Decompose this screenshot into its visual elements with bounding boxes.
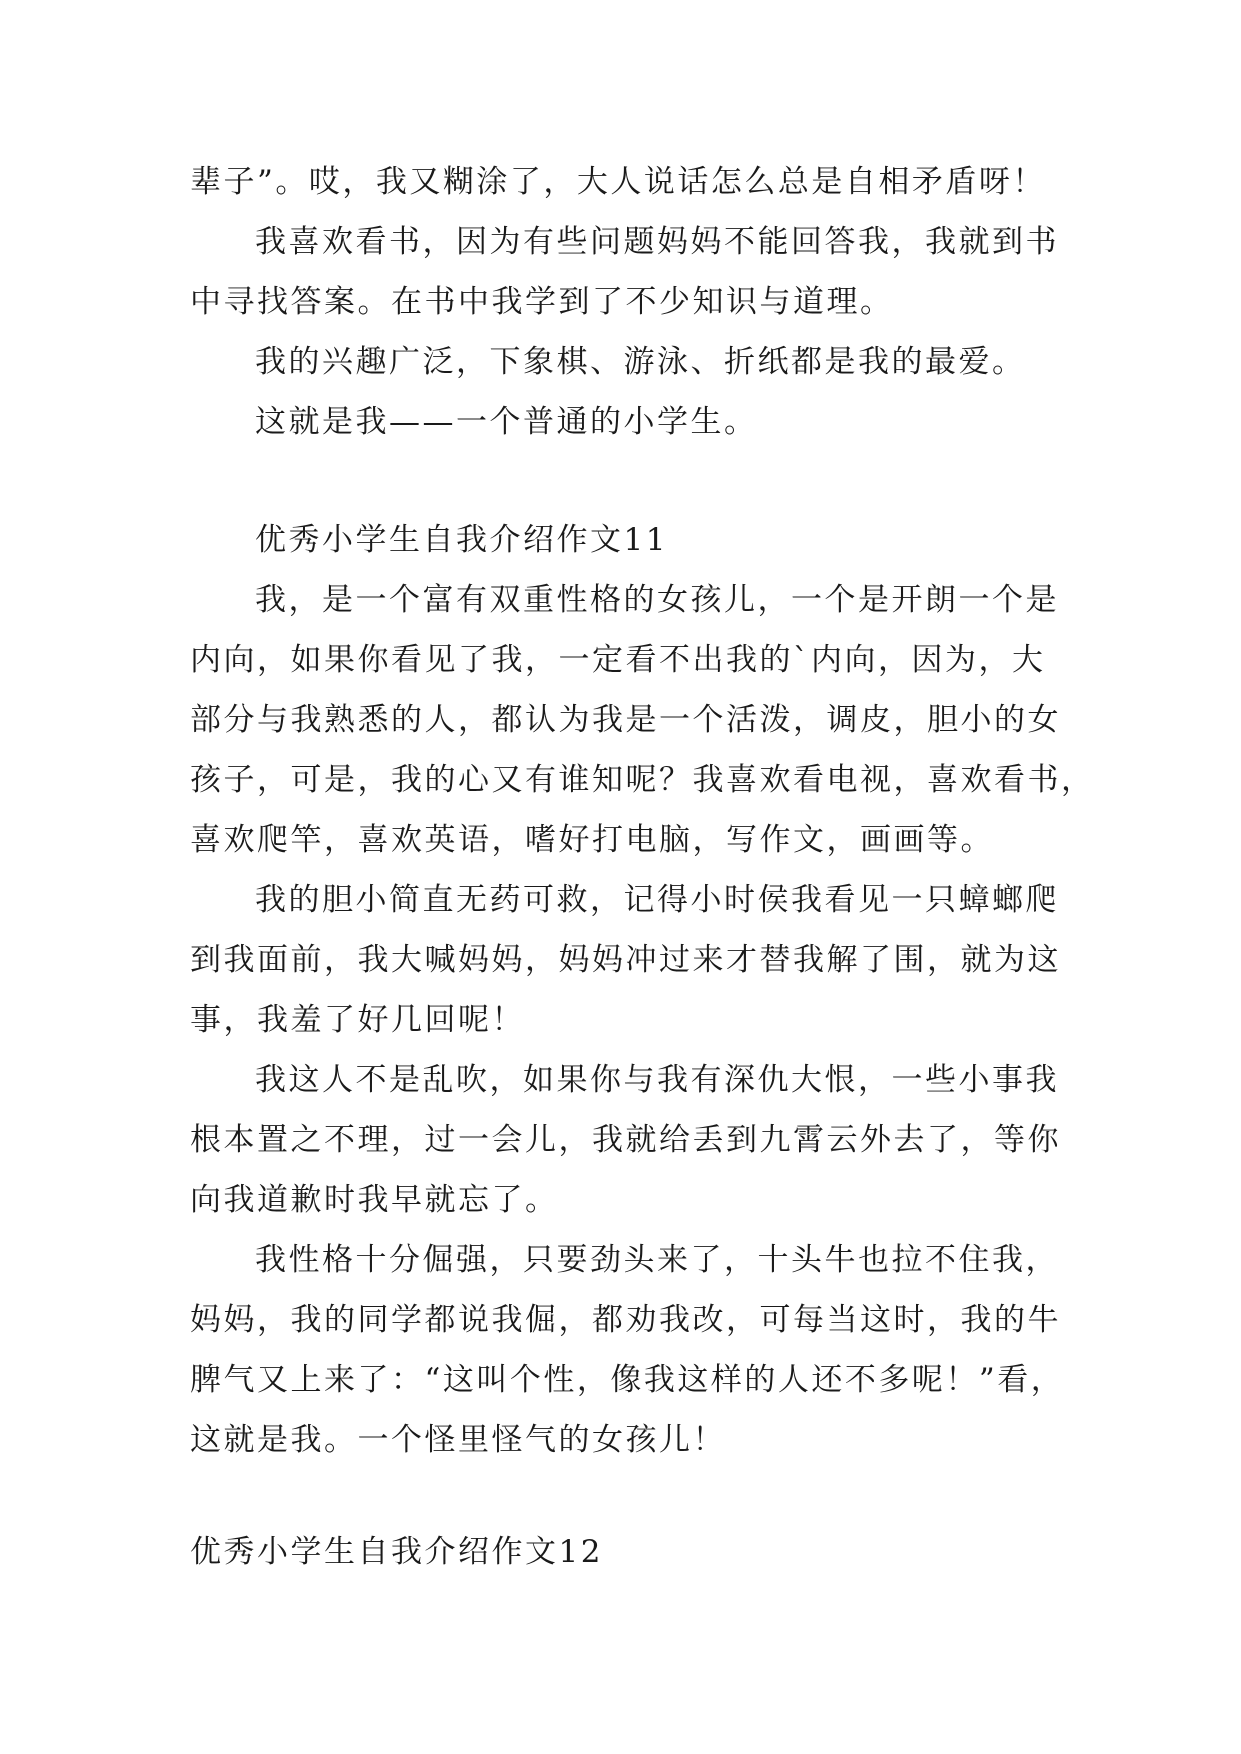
paragraph-line: 我的胆小简直无药可救，记得小时侯我看见一只蟑螂爬 [255,882,1059,918]
paragraph-line: 我喜欢看书，因为有些问题妈妈不能回答我，我就到书 [255,224,1059,260]
paragraph-line: 孩子，可是，我的心又有谁知呢？我喜欢看电视，喜欢看书， [190,762,1095,798]
paragraph-line: 我这人不是乱吹，如果你与我有深仇大恨，一些小事我 [255,1062,1059,1098]
section-heading: 优秀小学生自我介绍作文12 [190,1534,603,1570]
section-heading: 优秀小学生自我介绍作文11 [255,522,668,558]
paragraph-line: 喜欢爬竿，喜欢英语，嗜好打电脑，写作文，画画等。 [190,822,994,858]
paragraph-line: 这就是我。一个怪里怪气的女孩儿！ [190,1422,726,1458]
paragraph-line: 脾气又上来了：“这叫个性，像我这样的人还不多呢！”看， [190,1362,1065,1398]
paragraph-line: 到我面前，我大喊妈妈，妈妈冲过来才替我解了围，就为这 [190,942,1061,978]
paragraph-line: 妈妈，我的同学都说我倔，都劝我改，可每当这时，我的牛 [190,1302,1061,1338]
paragraph-line: 我，是一个富有双重性格的女孩儿，一个是开朗一个是 [255,582,1059,618]
paragraph-line: 这就是我——一个普通的小学生。 [255,404,758,440]
paragraph-line: 事，我羞了好几回呢！ [190,1002,525,1038]
paragraph-line: 我的兴趣广泛，下象棋、游泳、折纸都是我的最爱。 [255,344,1026,380]
paragraph-line: 我性格十分倔强，只要劲头来了，十头牛也拉不住我， [255,1242,1059,1278]
paragraph-line: 内向，如果你看见了我，一定看不出我的`内向，因为，大 [190,642,1046,678]
paragraph-line: 中寻找答案。在书中我学到了不少知识与道理。 [190,284,894,320]
paragraph-line: 部分与我熟悉的人，都认为我是一个活泼，调皮，胆小的女 [190,702,1061,738]
paragraph-line: 辈子”。哎，我又糊涂了，大人说话怎么总是自相矛盾呀！ [190,164,1046,200]
paragraph-line: 向我道歉时我早就忘了。 [190,1182,559,1218]
paragraph-line: 根本置之不理，过一会儿，我就给丢到九霄云外去了，等你 [190,1122,1061,1158]
